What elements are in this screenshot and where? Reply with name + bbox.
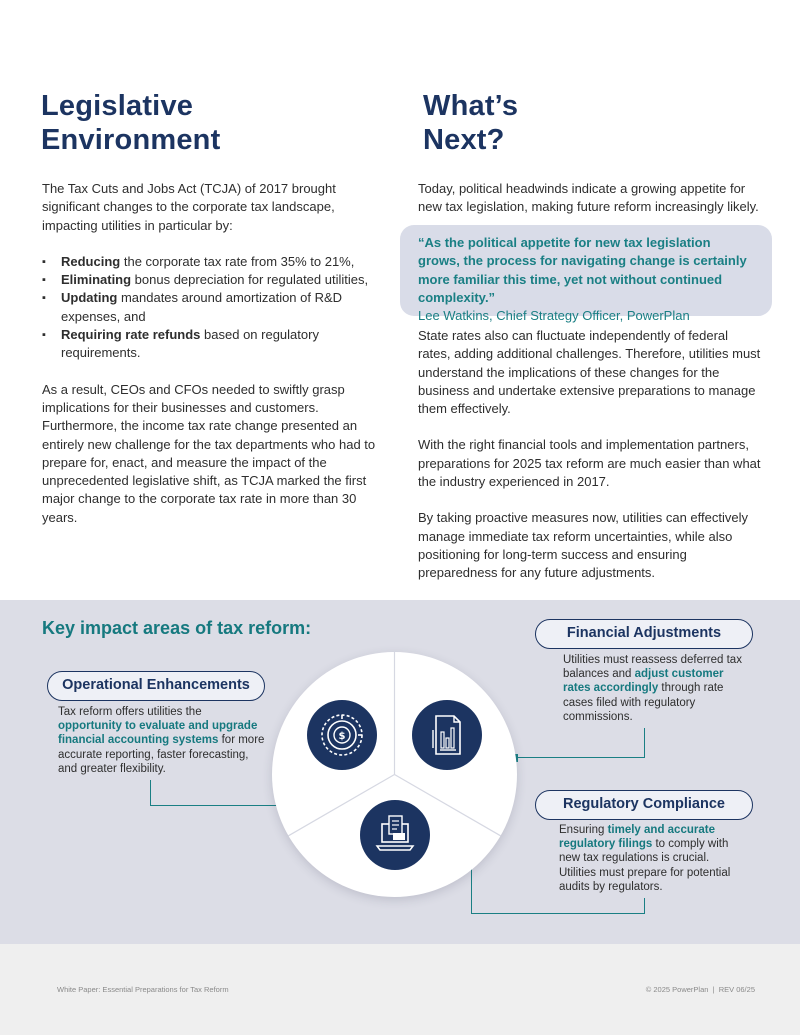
financial-adjustments-label: Financial Adjustments [535,619,753,649]
whats-next-para-1: State rates also can fluctuate independently of federal rates, adding additional challenges. Therefore, utilities must understand the implications of these changes for the business and undertake extensive preparations to manage them effectively. [418,328,761,417]
connector-line [150,780,151,806]
legislative-bullet-list [42,253,387,363]
financial-adjustments-text: Utilities must reassess deferred tax balances and adjust customer rates accordingly through rate cases filed with regulatory commissions. [563,654,742,723]
legislative-body [42,180,387,527]
bar-chart-document-icon [412,700,482,770]
connector-line [471,913,645,914]
whats-next-para-3: By taking proactive measures now, utilities can effectively manage immediate tax reform uncertainties, while also positioning for long-term success and ensuring preparedness for any future adjustments. [418,510,748,581]
bullet-item: ▪ Eliminating bonus depreciation for regulated utilities, [42,271,387,289]
connector-line [644,898,645,914]
whats-next-body [418,327,763,583]
impact-title: Key impact areas of tax reform: [42,618,312,638]
operational-enhancements-label: Operational Enhancements [47,671,265,701]
svg-text:$: $ [338,731,346,742]
regulatory-compliance-label: Regulatory Compliance [535,790,753,820]
whats-next-title: What’s Next? [423,90,519,156]
whats-next-intro: Today, political headwinds indicate a growing appetite for new tax legislation, making future reform increasingly likely. [418,181,759,215]
operational-enhancements-text: Tax reform offers utilities the opportunity to evaluate and upgrade financial accounting systems for more accurate reporting, faster forecasting, and greater flexibility. [58,706,265,775]
bullet-item: ▪ Updating mandates around amortization of R&D expenses, and [42,289,387,326]
bullet-item: ▪ Reducing the corporate tax rate from 35% to 21%, [42,253,387,271]
regulatory-compliance-text: Ensuring timely and accurate regulatory filings to comply with new tax regulations is crucial. Utilities must prepare for potential audits by regulators. [559,824,731,893]
impact-wheel [272,652,517,897]
footer-document-title: White Paper: Essential Preparations for Tax Reform [57,985,229,994]
legislative-closing: As a result, CEOs and CFOs needed to swiftly grasp implications for their businesses and customers. Furthermore, the income tax rate change presented an entirely new challenge for the tax departments who had to prepare for, enact, and measure the impact of the unprecedented legislative shift, as TCJA marked the first major change to the corporate tax rate in more than 30 years. [42,381,376,525]
clock-dollar-icon [307,700,377,770]
quote-text: “As the political appetite for new tax legislation grows, the process for navigating change is certainly more familiar this time, yet not without continued complexity.” [418,235,747,305]
laptop-document-icon [360,800,430,870]
connector-line [514,757,645,758]
pull-quote [400,225,772,324]
legislative-intro: The Tax Cuts and Jobs Act (TCJA) of 2017 brought significant changes to the corporate tax landscape, impacting utilities in particular by: [42,181,336,233]
connector-line [644,728,645,758]
footer-copyright: © 2025 PowerPlan | REV 06/25 [645,985,755,994]
bullet-item: ▪ Requiring rate refunds based on regulatory requirements. [42,326,387,363]
quote-attribution: Lee Watkins, Chief Strategy Officer, PowerPlan [418,308,690,324]
whats-next-para-2: With the right financial tools and implementation partners, preparations for 2025 tax reform are much easier than what the industry experienced in 2017. [418,437,761,490]
legislative-title: Legislative Environment [41,90,221,156]
